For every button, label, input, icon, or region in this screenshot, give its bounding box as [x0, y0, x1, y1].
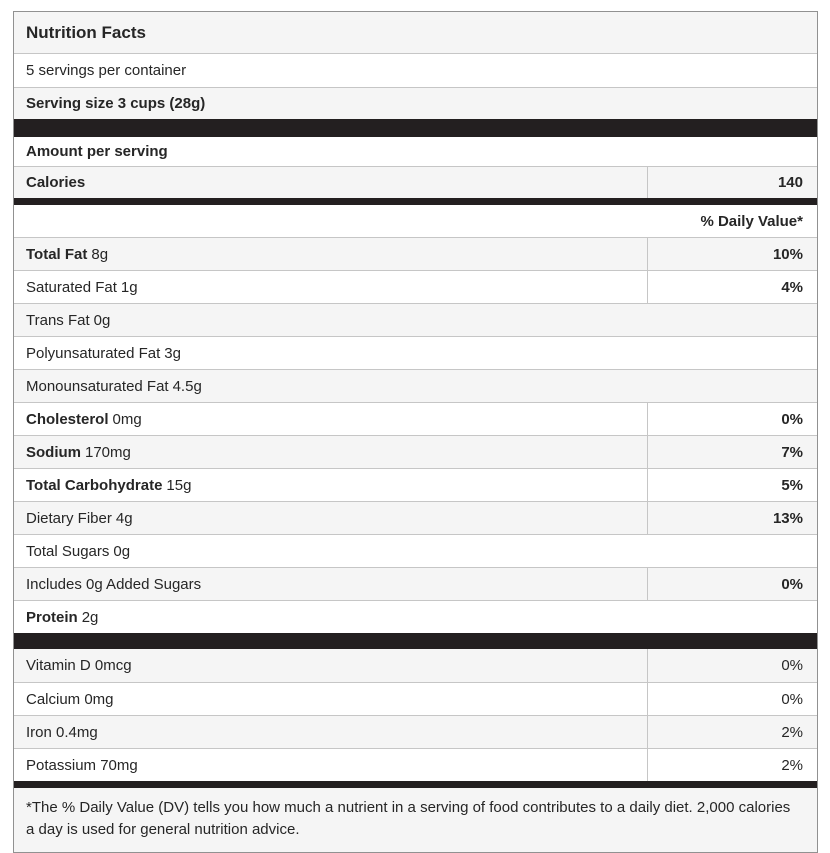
nutrient-name-bold: Total Fat: [26, 245, 88, 263]
amount-per-serving-row: [14, 137, 817, 166]
nutrient-percent: 5%: [647, 469, 817, 501]
label-title-row: [14, 12, 817, 53]
nutrient-name-bold: Cholesterol: [26, 410, 109, 428]
nutrient-amount: 1g: [120, 278, 138, 296]
nutrient-amount: 170mg: [85, 443, 131, 461]
nutrient-name-text: Monounsaturated Fat: [26, 377, 169, 395]
nutrient-name-text: Includes 0g Added Sugars: [26, 575, 202, 593]
vitamin-row-iron: [14, 715, 817, 748]
nutrient-percent: 10%: [647, 238, 817, 270]
nutrient-row-total-fat: [14, 237, 817, 270]
nutrient-percent: 0%: [647, 568, 817, 600]
vitamin-percent: 0%: [647, 683, 817, 715]
nutrient-percent: 0%: [647, 403, 817, 435]
servings-per-container-row: [14, 53, 817, 87]
nutrient-name-bold: Sodium: [26, 443, 81, 461]
nutrient-row-sodium: [14, 435, 817, 468]
nutrient-name: [14, 403, 647, 435]
nutrient-name: [14, 238, 647, 270]
nutrient-amount: 0g: [113, 542, 131, 560]
vitamin-percent: 0%: [647, 649, 817, 682]
footnote-text: *The % Daily Value (DV) tells you how much a nutrient in a serving of food contributes to a daily diet. 2,000 calories a day is used for general nutrition advice.: [14, 788, 817, 852]
nutrient-amount: 4.5g: [172, 377, 202, 395]
nutrient-amount: 0g: [93, 311, 111, 329]
daily-value-header: % Daily Value*: [700, 212, 803, 230]
vitamin-row-vitamin-d: [14, 649, 817, 682]
nutrient-name-text: Total Sugars: [26, 542, 110, 560]
nutrient-amount: 0mg: [112, 410, 142, 428]
vitamin-name: Iron 0.4mg: [26, 723, 98, 741]
vitamin-percent: 2%: [647, 716, 817, 748]
daily-value-header-row: [14, 205, 817, 237]
nutrient-name-text: Saturated Fat: [26, 278, 117, 296]
nutrient-name: [14, 568, 647, 600]
vitamin-name: Calcium 0mg: [26, 690, 114, 708]
nutrient-percent: 4%: [647, 271, 817, 303]
nutrient-name-bold: Total Carbohydrate: [26, 476, 163, 494]
nutrient-percent: 7%: [647, 436, 817, 468]
nutrient-row-polyunsaturated-fat: [14, 336, 817, 369]
nutrient-name: [14, 469, 647, 501]
nutrient-row-dietary-fiber: [14, 501, 817, 534]
serving-size-row: [14, 87, 817, 119]
nutrient-name: [14, 337, 817, 369]
vitamin-row-potassium: [14, 748, 817, 781]
nutrient-name: [14, 502, 647, 534]
nutrient-row-protein: [14, 600, 817, 633]
nutrient-amount: 3g: [164, 344, 181, 362]
vitamin-name: Vitamin D 0mcg: [26, 657, 132, 674]
amount-per-serving-label: Amount per serving: [26, 143, 168, 160]
nutrient-amount: 15g: [166, 476, 192, 494]
serving-size-text: Serving size 3 cups (28g): [26, 95, 206, 112]
nutrient-name: [14, 304, 817, 336]
separator-bar-thick: [14, 633, 817, 649]
nutrient-row-saturated-fat: [14, 270, 817, 303]
nutrient-name-text: Dietary Fiber: [26, 509, 112, 527]
nutrient-row-trans-fat: [14, 303, 817, 336]
nutrient-amount: 8g: [91, 245, 109, 263]
separator-bar-thin: [14, 781, 817, 788]
servings-per-container-text: 5 servings per container: [26, 62, 187, 79]
nutrient-row-monounsaturated-fat: [14, 369, 817, 402]
nutrient-name-text: Trans Fat: [26, 311, 90, 329]
vitamin-row-calcium: [14, 682, 817, 715]
nutrient-name: [14, 535, 817, 567]
nutrient-name: [14, 370, 817, 402]
nutrient-row-total-sugars: [14, 534, 817, 567]
nutrient-percent: 13%: [647, 502, 817, 534]
nutrient-amount: 2g: [81, 608, 99, 626]
nutrient-row-total-carbohydrate: [14, 468, 817, 501]
nutrient-name: [14, 601, 817, 633]
calories-row: [14, 166, 817, 198]
nutrient-name-bold: Protein: [26, 608, 78, 626]
calories-label: Calories: [26, 174, 86, 191]
vitamin-percent: 2%: [647, 749, 817, 781]
nutrient-row-cholesterol: [14, 402, 817, 435]
calories-value: 140: [647, 167, 817, 198]
nutrition-label: [13, 11, 818, 853]
nutrient-name-text: Polyunsaturated Fat: [26, 344, 161, 362]
nutrient-name: [14, 271, 647, 303]
separator-bar-thick: [14, 119, 817, 137]
separator-bar-thin: [14, 198, 817, 205]
nutrient-name: [14, 436, 647, 468]
label-title: Nutrition Facts: [26, 22, 146, 42]
vitamin-name: Potassium 70mg: [26, 756, 138, 774]
nutrient-amount: 4g: [115, 509, 133, 527]
nutrient-row-added-sugars: [14, 567, 817, 600]
